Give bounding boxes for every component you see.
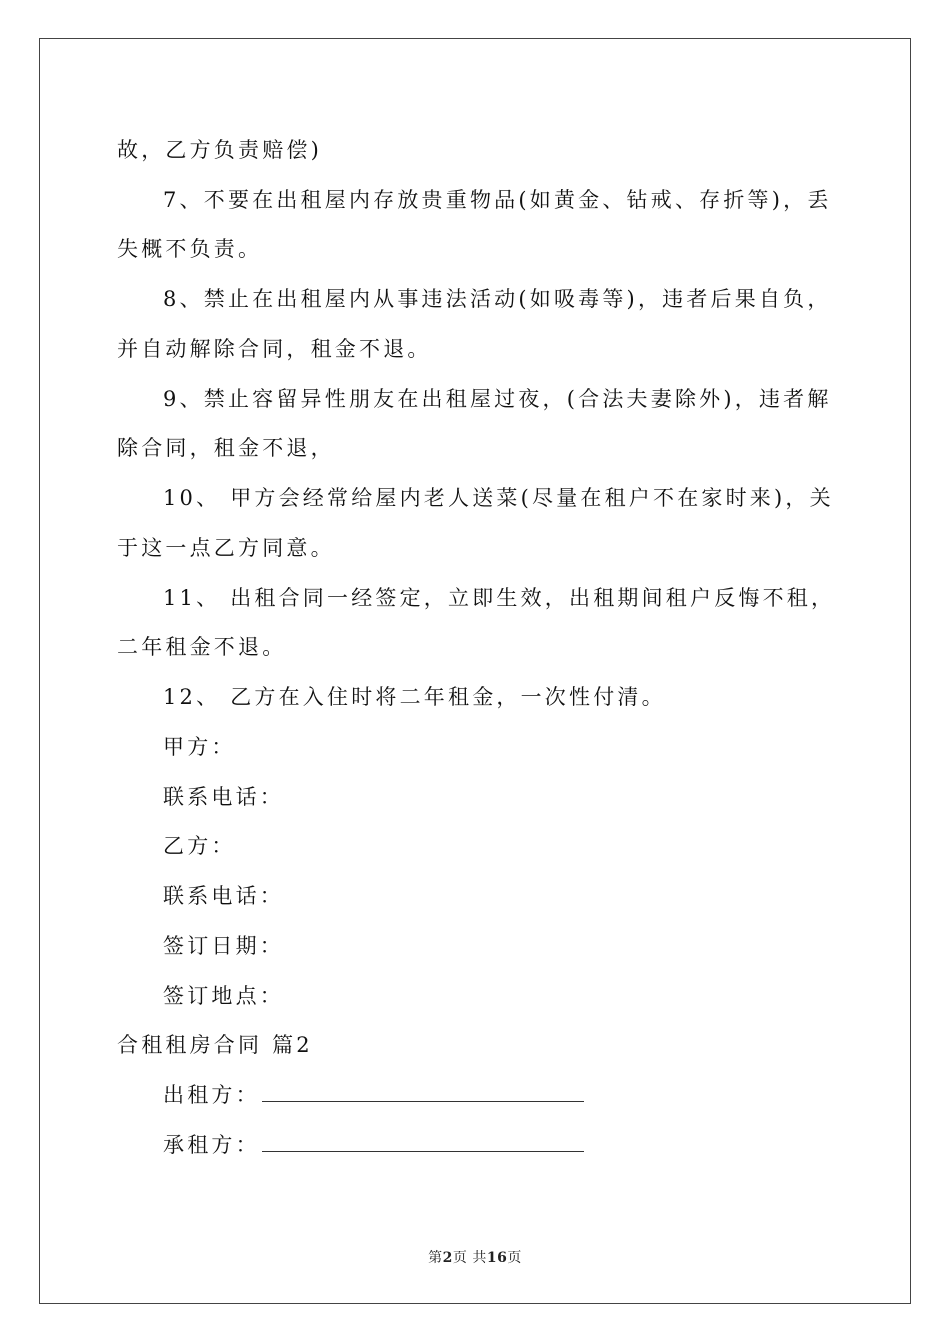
party-a-label: 甲方： [163, 735, 236, 759]
text-line: 9、禁止容留异性朋友在出租屋过夜，(合法夫妻除外)，违者解 [163, 387, 832, 411]
text-line: 10、 甲方会经常给屋内老人送菜(尽量在租户不在家时来)，关 [163, 486, 834, 510]
party-b-label: 乙方： [163, 834, 236, 858]
section-heading: 合租租房合同 篇2 [117, 1033, 313, 1057]
footer-prefix: 第 [428, 1250, 443, 1266]
text-line: 二年租金不退。 [117, 635, 287, 659]
text-line: 于这一点乙方同意。 [117, 536, 335, 560]
text-line: 11、 出租合同一经签定，立即生效，出租期间租户反悔不租， [163, 586, 836, 610]
lessor-label: 出租方： [163, 1083, 260, 1107]
party-a-phone-label: 联系电话： [163, 785, 284, 809]
page-footer [0, 1247, 950, 1267]
party-b-phone-label: 联系电话： [163, 884, 284, 908]
text-line: 除合同，租金不退， [117, 436, 335, 460]
text-line: 7、不要在出租屋内存放贵重物品(如黄金、钻戒、存折等)，丢 [163, 188, 832, 212]
lessee-label: 承租方： [163, 1133, 260, 1157]
footer-middle: 页 共 [452, 1250, 487, 1266]
text-line: 失概不负责。 [117, 237, 263, 261]
lessee-field [163, 1132, 584, 1158]
page-frame [39, 38, 911, 1304]
footer-suffix: 页 [507, 1250, 522, 1266]
text-line: 并自动解除合同，租金不退。 [117, 337, 432, 361]
footer-total-pages: 16 [486, 1250, 508, 1266]
lessor-blank-line [262, 1083, 584, 1102]
text-line: 故，乙方负责赔偿) [117, 138, 322, 162]
lessor-field [163, 1082, 584, 1108]
lessee-blank-line [262, 1133, 584, 1152]
sign-place-label: 签订地点： [163, 984, 284, 1008]
text-line: 12、 乙方在入住时将二年租金，一次性付清。 [163, 685, 666, 709]
text-line: 8、禁止在出租屋内从事违法活动(如吸毒等)，违者后果自负， [163, 287, 832, 311]
sign-date-label: 签订日期： [163, 934, 284, 958]
footer-page-number: 2 [442, 1250, 453, 1266]
